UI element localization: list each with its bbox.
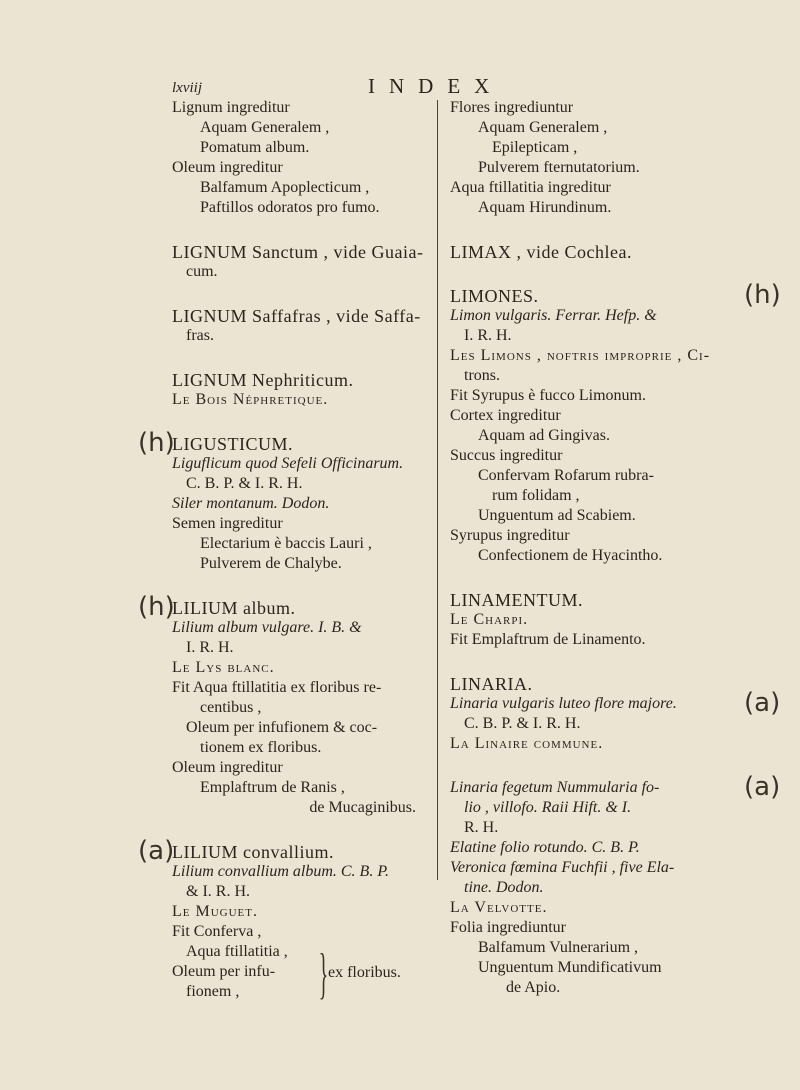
index-entry-line: Oleum ingreditur [172,159,283,176]
index-entry-line: Electarium è baccis Lauri , [200,535,372,552]
index-entry-line: Le Lys blanc. [172,659,275,676]
index-entry-line: Confervam Rofarum rubra- [478,467,654,484]
brace-line: Oleum per infu- [172,963,276,980]
brace-label: ex floribus. [328,964,401,981]
right-column [450,98,732,998]
index-entry-line: tionem ex floribus. [200,739,322,756]
index-entry-line: Aquam ad Gingivas. [478,427,610,444]
brace-line: fionem , [186,983,240,1000]
brace-line: Aqua ftillatitia , [186,943,288,960]
index-entry-line: Siler montanum. Dodon. [172,495,330,512]
column-divider [437,100,438,880]
brace-group [172,942,422,1005]
index-entry-line: Aquam Generalem , [200,119,330,136]
index-entry-line: Syrupus ingreditur [450,527,570,544]
index-entry-line: Fit Aqua ftillatitia ex floribus re- [172,679,382,696]
index-entry-line: Folia ingrediuntur [450,919,566,936]
entry-spacer [172,574,422,598]
index-entry-line: Aqua ftillatitia ingreditur [450,179,611,196]
index-entry-line: de Mucaginibus. [309,799,416,816]
index-entry-line: Succus ingreditur [450,447,563,464]
index-entry-line: Semen ingreditur [172,515,283,532]
index-entry-line: La Linaire commune. [450,735,604,752]
index-entry-line: Le Muguet. [172,903,258,920]
index-entry-line: Fit Syrupus è fucco Limonum. [450,387,646,404]
index-entry-heading: LINAMENTUM. [450,590,583,610]
index-entry-line: Balfamum Vulnerarium , [478,939,639,956]
index-entry-line: Pomatum album. [200,139,310,156]
entry-spacer [172,218,422,242]
entry-spacer [450,754,732,778]
index-entry-line: C. B. P. & I. R. H. [186,475,303,492]
index-entry-line: Lilium convallium album. C. B. P. [172,863,390,880]
index-entry-line: Oleum ingreditur [172,759,283,776]
index-entry-line: Flores ingrediuntur [450,99,574,116]
index-entry-line: Epilepticam , [492,139,578,156]
margin-mark: (a) [744,688,781,718]
index-entry-line: C. B. P. & I. R. H. [464,715,581,732]
index-entry-line: trons. [464,367,500,384]
margin-mark: (h) [744,280,781,310]
index-entry-line: Le Bois Néphretique. [172,391,329,408]
index-entry-line: I. R. H. [186,639,234,656]
index-entry-line: Elatine folio rotundo. C. B. P. [450,839,640,856]
index-entry-heading: LIMONES. [450,286,539,306]
index-entry-line: La Velvotte. [450,899,548,916]
index-entry-line: Pulverem fternutatorium. [478,159,640,176]
index-entry-line: Aquam Generalem , [478,119,608,136]
index-entry-line: Aquam Hirundinum. [478,199,612,216]
index-entry-line: Confectionem de Hyacintho. [478,547,663,564]
left-column [172,98,424,1005]
index-entry-line: Linaria vulgaris luteo flore majore. [450,695,677,712]
index-entry-heading: LILIUM album. [172,598,296,618]
page-number: lxviij [172,80,202,96]
index-entry-line: Unguentum ad Scabiem. [478,507,636,524]
entry-spacer [172,282,422,306]
entry-spacer [172,818,422,842]
index-entry-line: & I. R. H. [186,883,250,900]
index-entry-line: Paftillos odoratos pro fumo. [200,199,380,216]
index-entry-line: Liguflicum quod Sefeli Officinarum. [172,455,404,472]
margin-mark: (a) [138,836,175,866]
margin-mark: (h) [138,592,175,622]
margin-mark: (h) [138,428,175,458]
index-entry-heading: LIGNUM Nephriticum. [172,370,354,390]
entry-spacer [450,218,732,242]
entry-spacer [450,650,732,674]
entry-spacer [172,346,422,370]
index-entry-line: Les Limons , noftris improprie , Ci- [450,347,711,364]
index-entry-line: Linaria fegetum Nummularia fo- [450,779,660,796]
index-entry-line: Pulverem de Chalybe. [200,555,342,572]
index-entry-line: Lignum ingreditur [172,99,290,116]
index-entry-heading: LIGNUM Saffafras , vide Saffa- [172,306,421,326]
index-entry-heading: LIGNUM Sanctum , vide Guaia- [172,242,424,262]
index-entry-line: centibus , [200,699,262,716]
index-entry-line: Fit Conferva , [172,923,262,940]
index-entry-heading: LINARIA. [450,674,533,694]
entry-spacer [450,566,732,590]
index-entry-line: R. H. [464,819,499,836]
index-entry-line: lio , villofo. Raii Hift. & I. [464,799,632,816]
margin-mark: (a) [744,772,781,802]
index-entry-line: rum folidam , [492,487,580,504]
index-entry-line: de Apio. [506,979,561,996]
index-entry-line: tine. Dodon. [464,879,544,896]
index-entry-heading: LILIUM convallium. [172,842,334,862]
index-entry-line: Limon vulgaris. Ferrar. Hefp. & [450,307,657,324]
index-entry-line: Oleum per infufionem & coc- [186,719,378,736]
index-entry-line: Balfamum Apoplecticum , [200,179,370,196]
index-entry-line: Cortex ingreditur [450,407,561,424]
entry-spacer [450,262,732,286]
index-entry-line: Le Charpi. [450,611,529,628]
curly-brace-icon: } [318,943,329,1005]
index-entry-heading: LIMAX , vide Cochlea. [450,242,632,262]
index-entry-line: Emplaftrum de Ranis , [200,779,345,796]
running-title: INDEX [368,74,504,98]
index-entry-line: Veronica fœmina Fuchfii , five Ela- [450,859,675,876]
index-entry-line: I. R. H. [464,327,512,344]
entry-spacer [172,410,422,434]
index-entry-heading: LIGUSTICUM. [172,434,293,454]
index-entry-line: Unguentum Mundificativum [478,959,662,976]
index-entry-line: Fit Emplaftrum de Linamento. [450,631,646,648]
index-entry-line: fras. [186,327,214,344]
index-entry-line: Lilium album vulgare. I. B. & [172,619,362,636]
index-entry-line: cum. [186,263,218,280]
